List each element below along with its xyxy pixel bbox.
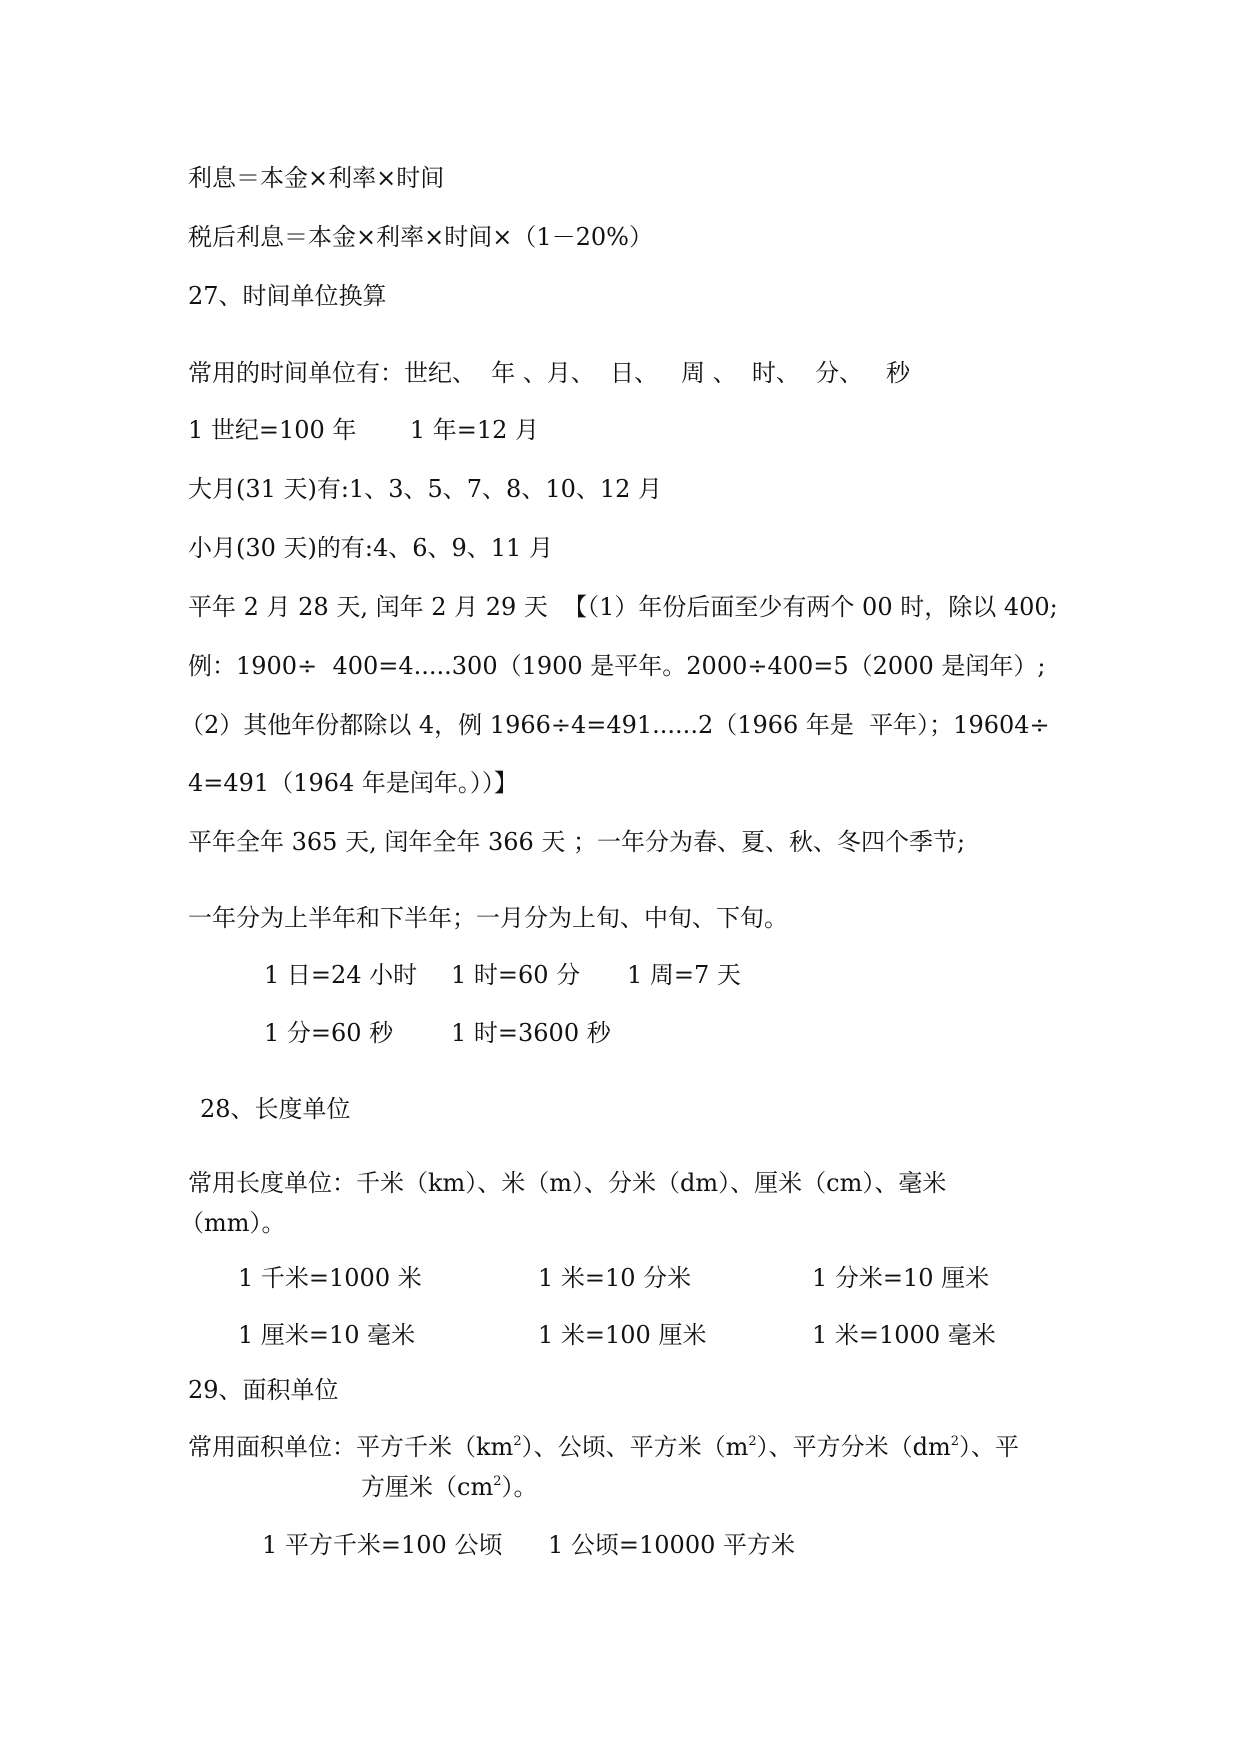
area-unit-dm2: ）、平方分米（dm [756,1433,951,1461]
km-m-conversion: 1 千米=1000 米 [238,1264,422,1292]
m-mm-conversion: 1 米=1000 毫米 [812,1321,996,1349]
m-cm-conversion: 1 米=100 厘米 [538,1321,707,1349]
length-units-line-2: （mm）。 [180,1209,286,1237]
leap-year-rule-line-2: 例：1900÷ 400=4.....300（1900 是平年。2000÷400=5（2000 是闰年）; [188,652,1046,680]
superscript-2: 2 [748,1434,757,1449]
area-units-end: ）。 [501,1473,538,1501]
dm-cm-conversion: 1 分米=10 厘米 [812,1264,990,1292]
superscript-2: 2 [493,1474,502,1489]
superscript-2: 2 [950,1434,960,1449]
week-days-conversion: 1 周=7 天 [627,961,741,989]
length-units-line-1: 常用长度单位：千米（km）、米（m）、分米（dm）、厘米（cm）、毫米 [188,1169,947,1197]
century-year-conversion: 1 世纪=100 年 1 年=12 月 [188,416,540,444]
time-units-list: 常用的时间单位有：世纪、 年 、月、 日、 周 、 时、 分、 秒 [188,359,911,387]
m-dm-conversion: 1 米=10 分米 [538,1264,692,1292]
area-unit-continuation: ）、平 [959,1433,1020,1461]
big-months-line: 大月(31 天)有:1、3、5、7、8、10、12 月 [188,475,663,503]
hour-minutes-conversion: 1 时=60 分 [451,961,581,989]
area-units-lead: 常用面积单位： [188,1433,356,1461]
area-unit-hectare-m2: ）、公顷、平方米（m [521,1433,749,1461]
section-28-heading: 28、长度单位 [200,1095,351,1123]
year-days-line: 平年全年 365 天, 闰年全年 366 天 ；一年分为春、夏、秋、冬四个季节; [188,828,966,856]
interest-formula: 利息＝本金×利率×时间 [188,164,445,192]
minute-seconds-conversion: 1 分=60 秒 [264,1019,394,1047]
km2-hectare-conversion: 1 平方千米=100 公顷 [262,1531,503,1559]
area-units-line-1 [188,1432,1019,1467]
section-27-heading: 27、时间单位换算 [188,282,387,310]
cm-mm-conversion: 1 厘米=10 毫米 [238,1321,416,1349]
day-hours-conversion: 1 日=24 小时 [264,961,418,989]
leap-year-rule-line-1: 平年 2 月 28 天, 闰年 2 月 29 天 【（1）年份后面至少有两个 00 时，除以 400; [188,593,1058,621]
half-year-line: 一年分为上半年和下半年；一月分为上旬、中旬、下旬。 [188,904,788,932]
hectare-m2-conversion: 1 公顷=10000 平方米 [548,1531,795,1559]
area-units-line-2 [361,1472,537,1507]
small-months-line: 小月(30 天)的有:4、6、9、11 月 [188,534,553,562]
section-29-heading: 29、面积单位 [188,1376,339,1404]
superscript-2: 2 [513,1434,522,1449]
hour-seconds-conversion: 1 时=3600 秒 [451,1019,611,1047]
area-unit-cm2: 方厘米（cm [361,1473,494,1501]
area-unit-km2: 平方千米（km [356,1433,514,1461]
leap-year-rule-line-3: （2）其他年份都除以 4，例 1966÷4=491......2（1966 年是 平年）；19604÷ [180,711,1050,739]
after-tax-interest-formula: 税后利息＝本金×利率×时间×（1－20%） [188,223,653,251]
leap-year-rule-line-4: 4=491（1964 年是闰年。））】 [188,769,518,797]
